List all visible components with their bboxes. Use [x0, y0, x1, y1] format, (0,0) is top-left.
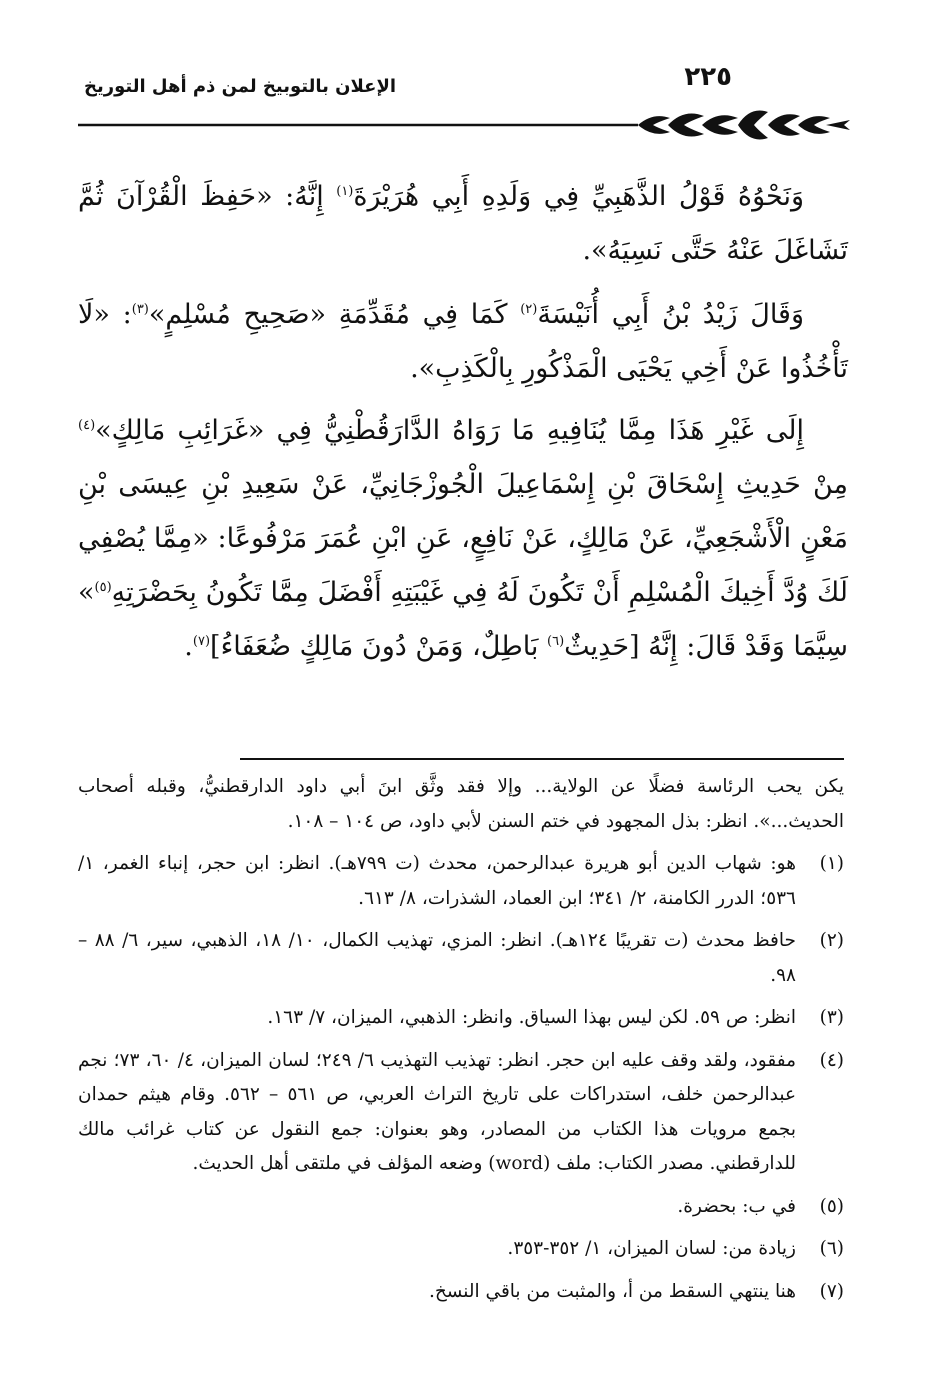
- paragraph-3: إِلَى غَيْرِ هَذَا مِمَّا يُنَافِيهِ مَا رَوَاهُ الدَّارَقُطْنِيُّ فِي «غَرَائِبِ مَالِكٍ»$^{(٤)}$ مِنْ حَدِيثِ إِسْحَاقَ بْنِ إِسْمَاعِيلَ الْجُوزْجَانِيِّ، عَنْ سَعِيدِ بْنِ عِيسَى بْنِ مَعْنٍ الْأَشْجَعِيِّ، عَنْ مَالِكٍ، عَنْ نَافِعٍ، عَنِ ابْنِ عُمَرَ مَرْفُوعًا: «مِمَّا يُصْفِي لَكَ وُدَّ أَخِيكَ الْمُسْلِمِ أَنْ تَكُونَ لَهُ فِي غَيْبَتِهِ أَفْضَلَ مِمَّا تَكُونُ بِحَضْرَتِهِ$^{(٥)}$» سِيَّمَا وَقَدْ قَالَ: إِنَّهُ [حَدِيثٌ$^{(٦)}$ بَاطِلٌ، وَمَنْ دُونَ مَالِكٍ ضُعَفَاءُ]$^{(٧)}$.: [78, 415, 848, 662]
- footnote-separator: [240, 758, 844, 760]
- footnote-1: (١)هو: شهاب الدين أبو هريرة عبدالرحمن، محدث (ت ٧٩٩هـ). انظر: ابن حجر، إنباء الغمر، ١/ ٥٣٦؛ الدرر الكامنة، ٢/ ٣٤١؛ ابن العماد، الشذرات، ٨/ ٦١٣.: [78, 847, 844, 916]
- footnote-number: (٧): [819, 1280, 844, 1302]
- footnote-continuation: يكن يحب الرئاسة فضلًا عن الولاية... وإلا فقد وثَّق ابنَ أبي داود الدارقطنيُّ، وقبله أصحاب الحديث...». انظر: بذل المجهود في ختم السنن لأبي داود، ص ١٠٤ – ١٠٨.: [78, 776, 844, 832]
- footnote-number: (٥): [819, 1195, 844, 1217]
- footnote-5: (٥)في ب: بحضرة.: [78, 1190, 844, 1225]
- footnote-number: (٤): [819, 1049, 844, 1071]
- footnote-2: (٢)حافظ محدث (ت تقريبًا ١٢٤هـ). انظر: المزي، تهذيب الكمال، ١٠/ ١٨، الذهبي، سير، ٦/ ٨٨ – ٩٨.: [78, 924, 844, 993]
- running-title: الإعلان بالتوبيخ لمن ذم أهل التوريخ: [84, 76, 397, 97]
- footnote-7: (٧)هنا ينتهي السقط من أ، والمثبت من باقي النسخ.: [78, 1275, 844, 1310]
- footnote-ref-1: (١): [336, 184, 354, 199]
- footnote-number: (٦): [819, 1238, 844, 1259]
- page-number: ٢٢٥: [684, 62, 732, 92]
- page-header: [78, 62, 850, 102]
- footnote-ref-2: (٢): [520, 302, 538, 317]
- footnote-4: (٤)مفقود، ولقد وقف عليه ابن حجر. انظر: تهذيب التهذيب ٦/ ٢٤٩؛ لسان الميزان، ٤/ ٦٠، ٧٣؛ نجم عبدالرحمن خلف، استدراكات على تاريخ التراث العربي، ص ٥٦١ – ٥٦٢. وقام هيثم حمدان بجمع مرويات هذا الكتاب من المصادر، وهو بعنوان: جمع النقول عن كتاب غرائب مالك للدارقطني. مصدر الكتاب: ملف (word) وضعه المؤلف في ملتقى أهل الحديث.: [78, 1044, 844, 1182]
- footnotes: [78, 770, 844, 1317]
- footnote-ref-3: (٣): [131, 302, 149, 317]
- ornamental-rule: [78, 104, 850, 144]
- footnote-number: (١): [819, 853, 844, 874]
- footnote-6: (٦)زيادة من: لسان الميزان، ١/ ٣٥٢-٣٥٣.: [78, 1232, 844, 1267]
- paragraph-2: وَقَالَ زَيْدُ بْنُ أَبِي أُنَيْسَةَ$^{(٢)}$ كَمَا فِي مُقَدِّمَةِ «صَحِيحِ مُسْلِمٍ»$^{(٣)}$: «لَا تَأْخُذُوا عَنْ أَخِي يَحْيَى الْمَذْكُورِ بِالْكَذِبِ».: [78, 299, 848, 384]
- paragraph-1: وَنَحْوُهُ قَوْلُ الذَّهَبِيِّ فِي وَلَدِهِ أَبِي هُرَيْرَةَ$^{(١)}$ إِنَّهُ: «حَفِظَ الْقُرْآنَ ثُمَّ تَشَاغَلَ عَنْهُ حَتَّى نَسِيَهُ».: [78, 181, 848, 266]
- ornament-vines-icon: [638, 111, 850, 140]
- footnote-3: (٣)انظر: ص ٥٩. لكن ليس بهذا السياق. وانظر: الذهبي، الميزان، ٧/ ١٦٣.: [78, 1001, 844, 1036]
- footnote-ref-5: (٥): [94, 580, 112, 595]
- main-text: [78, 170, 848, 682]
- footnote-number: (٢): [819, 930, 844, 951]
- footnote-ref-6: (٦): [547, 634, 565, 649]
- footnote-number: (٣): [819, 1007, 844, 1028]
- footnote-ref-7: (٧): [192, 634, 211, 649]
- footnote-ref-4: (٤): [78, 418, 96, 433]
